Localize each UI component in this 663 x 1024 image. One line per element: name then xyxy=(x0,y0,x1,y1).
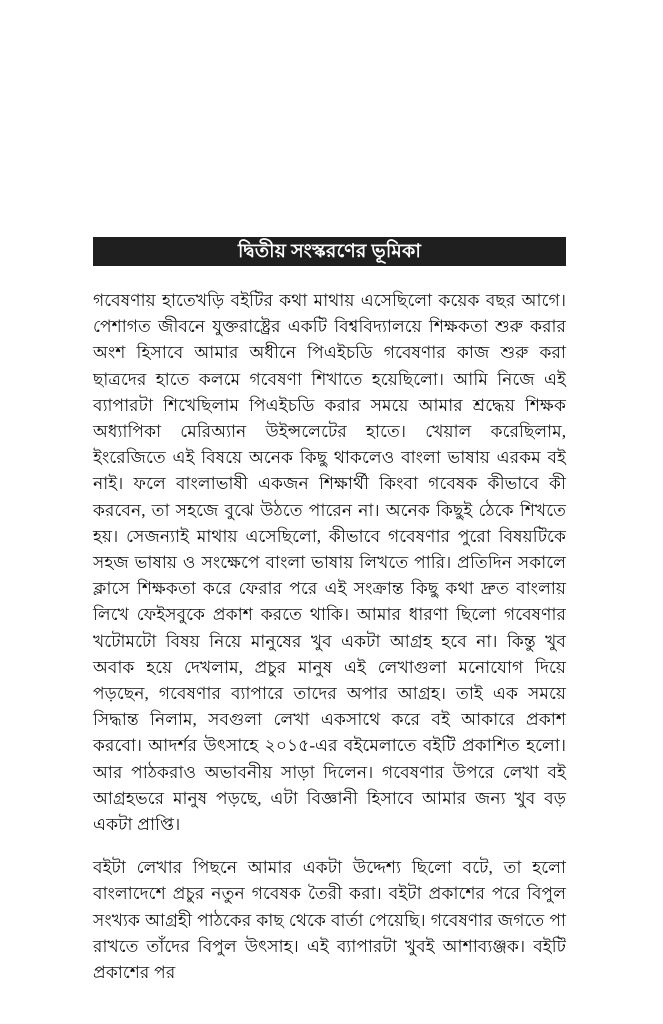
body-text-block xyxy=(93,288,566,986)
page-title: দ্বিতীয় সংস্করণের ভূমিকা xyxy=(237,241,422,262)
section-title-banner xyxy=(93,237,566,266)
paragraph-2: বইটা লেখার পিছনে আমার একটা উদ্দেশ্য ছিলো বটে, তা হলো বাংলাদেশে প্রচুর নতুন গবেষক তৈরী করা। বইটা প্রকাশের পরে বিপুল সংখ্যক আগ্রহী পাঠকের কাছ থেকে বার্তা পেয়েছি। গবেষণার জগতে পা রাখতে তাঁদের বিপুল উৎসাহ। এই ব্যাপারটা খুবই আশাব্যঞ্জক। বইটি প্রকাশের পর xyxy=(93,858,566,983)
paragraph-1: গবেষণায় হাতেখড়ি বইটির কথা মাথায় এসেছিলো কয়েক বছর আগে। পেশাগত জীবনে যুক্তরাষ্ট্রের একটি বিশ্ববিদ্যালয়ে শিক্ষকতা শুরু করার অংশ হিসাবে আমার অধীনে পিএইচডি গবেষণার কাজ শুরু করা ছাত্রদের হাতে কলমে গবেষণা শিখাতে হয়েছিলো। আমি নিজে এই ব্যাপারটা শিখেছিলাম পিএইচডি করার সময়ে আমার শ্রদ্ধেয় শিক্ষক অধ্যাপিকা মেরিঅ্যান উইন্সলেটের হাতে। খেয়াল করেছিলাম, ইংরেজিতে এই বিষয়ে অনেক কিছু থাকলেও বাংলা ভাষায় এরকম বই নাই। ফলে বাংলাভাষী একজন শিক্ষার্থী কিংবা গবেষক কীভাবে কী করবেন, তা সহজে বুঝে উঠতে পারেন না। অনেক কিছুই ঠেকে শিখতে হয়। সেজন্যাই মাথায় এসেছিলো, কীভাবে গবেষণার পুরো বিষয়টিকে সহজ ভাষায় ও সংক্ষেপে বাংলা ভাষায় লিখতে পারি। প্রতিদিন সকালে ক্লাসে শিক্ষকতা করে ফেরার পরে এই সংক্রান্ত কিছু কথা দ্রুত বাংলায় লিখে ফেইসবুকে প্রকাশ করতে থাকি। আমার ধারণা ছিলো গবেষণার খটোমটো বিষয় নিয়ে মানুষের খুব একটা আগ্রহ হবে না। কিন্তু খুব অবাক হয়ে দেখলাম, প্রচুর মানুষ এই লেখাগুলা মনোযোগ দিয়ে পড়ছেন, গবেষণার ব্যাপারে তাদের অপার আগ্রহ। তাই এক সময়ে সিদ্ধান্ত নিলাম, সবগুলা লেখা একসাথে করে বই আকারে প্রকাশ করবো। আদর্শর উৎসাহে ২০১৫-এর বইমেলাতে বইটি প্রকাশিত হলো। আর পাঠকরাও অভাবনীয় সাড়া দিলেন। গবেষণার উপরে লেখা বই আগ্রহভরে মানুষ পড়ছে, এটা বিজ্ঞানী হিসাবে আমার জন্য খুব বড় একটা প্রাপ্তি। xyxy=(93,291,566,835)
page-content-area xyxy=(93,237,566,986)
